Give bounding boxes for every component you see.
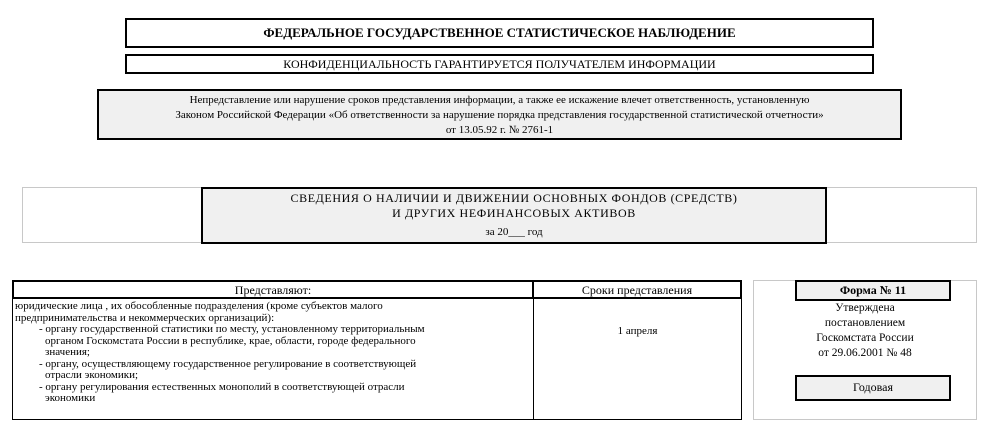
deadline-value: 1 апреля: [617, 325, 658, 337]
periodicity-box: [795, 375, 951, 401]
deadline-cell: [533, 297, 742, 420]
report-title-line-2: И ДРУГИХ НЕФИНАНСОВЫХ АКТИВОВ: [392, 206, 636, 220]
confidentiality-text: КОНФИДЕНЦИАЛЬНОСТЬ ГАРАНТИРУЕТСЯ ПОЛУЧАТЕЛЕМ ИНФОРМАЦИИ: [283, 57, 716, 71]
report-title-line-1: СВЕДЕНИЯ О НАЛИЧИИ И ДВИЖЕНИИ ОСНОВНЫХ ФОНДОВ (СРЕДСТВ): [290, 191, 738, 205]
who-line: значения;: [45, 346, 90, 358]
form-number: Форма № 11: [839, 283, 907, 297]
legal-warning-line-3: от 13.05.92 г. № 2761-1: [445, 124, 554, 136]
report-period: за 20___ год: [485, 226, 543, 238]
col-header-deadline: Сроки представления: [532, 280, 742, 299]
confidentiality-box: [125, 54, 874, 74]
who-line: экономики: [45, 392, 96, 404]
who-line: - органу, осуществляющему государственное регулирование в соответствующей: [39, 357, 417, 370]
col-header-who: Представляют:: [12, 280, 534, 299]
survey-title: ФЕДЕРАЛЬНОЕ ГОСУДАРСТВЕННОЕ СТАТИСТИЧЕСКОЕ НАБЛЮДЕНИЕ: [263, 25, 736, 40]
who-line: отрасли экономики;: [45, 369, 139, 381]
periodicity: Годовая: [853, 380, 893, 394]
legal-warning-box: [97, 89, 902, 140]
report-title-box: [201, 187, 827, 244]
who-line: - органу регулирования естественных монополий в соответствующей отрасли: [39, 380, 405, 393]
who-line: органом Госкомстата России в республике, крае, области, городе федерального: [45, 334, 416, 347]
survey-title-box: [125, 18, 874, 48]
who-line: предпринимательства и некоммерческих организаций):: [15, 311, 275, 324]
who-cell: [12, 297, 534, 420]
legal-warning-line-2: Законом Российской Федерации «Об ответственности за нарушение порядка представления государственной статистической отчетности»: [175, 109, 824, 121]
who-line: - органу государственной статистики по месту, установленному территориальным: [39, 323, 425, 335]
form-approval: Утверждена постановлением Госкомстата России от 29.06.2001 № 48: [816, 302, 914, 359]
legal-warning-line-1: Непредставление или нарушение сроков представления информации, а также ее искажение влечет ответственность, установленную: [189, 94, 810, 106]
who-line: юридические лица , их обособленные подразделения (кроме субъектов малого: [15, 300, 383, 312]
form-number-box: [795, 280, 951, 301]
